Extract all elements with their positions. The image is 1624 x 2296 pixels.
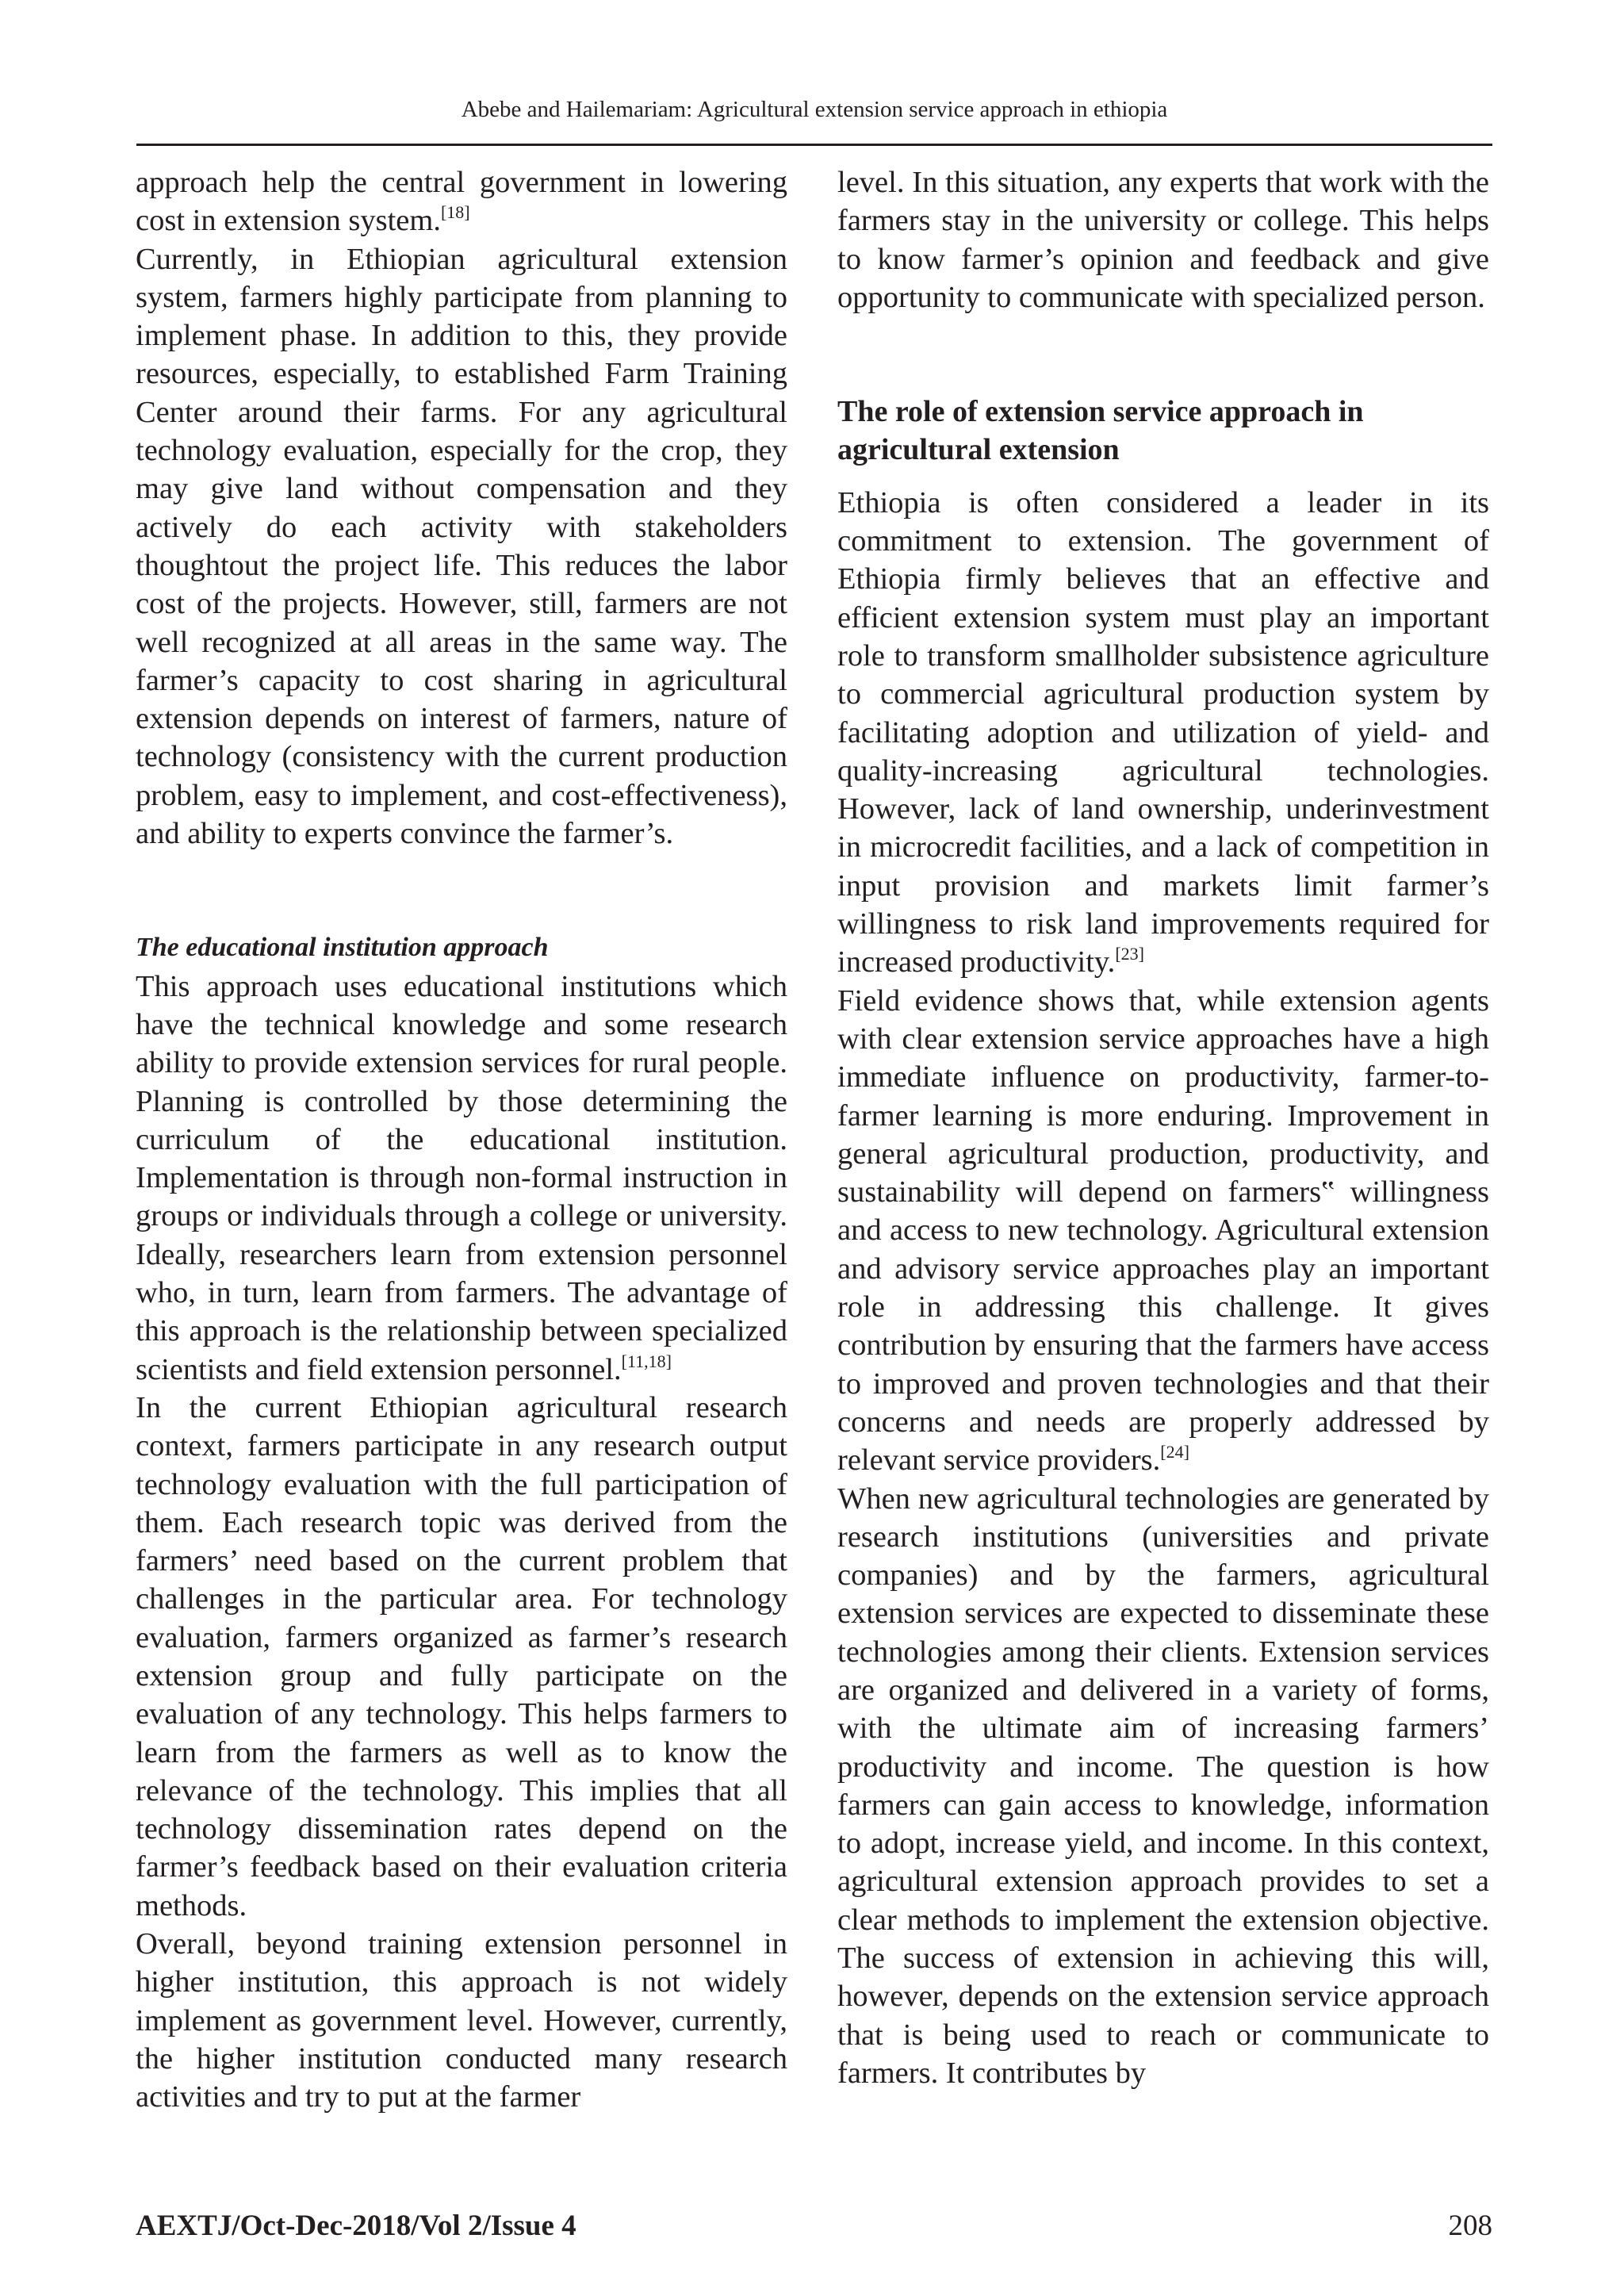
citation-ref: [23] [1115,944,1144,964]
section-heading-role [837,393,1489,470]
left-paragraph-1-text: approach help the central government in lowering cost in extension system. [136,166,787,238]
right-paragraph-3-text: Field evidence shows that, while extension agents with clear extension service approaches have a high immediate influence on productivity, farmer-to-farmer learning is more enduring. Improvement in general agricultural production, productivity, and sustainability will depend on farmers‟ willingness and access to new technology. Agricultural extension and advisory service approaches play an important role in addressing this challenge. It gives contribution by ensuring that the farmers have access to improved and proven technologies and that their concerns and needs are properly addressed by relevant service providers. [837,983,1489,1478]
section-heading-role-line-1: The role of extension service approach in [837,395,1364,429]
spacer [136,853,787,929]
right-paragraph-2 [837,484,1489,982]
left-paragraph-3-text: This approach uses educational institutions which have the technical knowledge and some research ability to provide extension services for rural people. Planning is controlled by those determining the curriculum of the educational institution. Implementation is through non-formal instruction in groups or individuals through a college or university. Ideally, researchers learn from extension personnel who, in turn, learn from farmers. The advantage of this approach is the relationship between specialized scientists and field extension personnel. [136,969,787,1386]
left-paragraph-3 [136,968,787,1389]
running-head: Abebe and Hailemariam: Agricultural extension service approach in ethiopia [461,97,1168,122]
left-paragraph-5: Overall, beyond training extension personnel in higher institution, this approach is not widely implement as government level. However, currently, the higher institution conducted many research activities and try to put at the farmer [136,1927,787,2114]
section-heading-role-line-2: agricultural extension [837,433,1120,467]
right-paragraph-1: level. In this situation, any experts that work with the farmers stay in the university or college. This helps to know farmer’s opinion and feedback and give opportunity to communicate with specialized person. [837,166,1489,314]
right-paragraph-4: When new agricultural technologies are generated by research institutions (universities and private companies) and by the farmers, agricultural extension services are expected to disseminate these technologies among their clients. Extension services are organized and delivered in a variety of forms, with the ultimate aim of increasing farmers’ productivity and income. The question is how farmers can gain access to knowledge, information to adopt, increase yield, and income. In this context, agricultural extension approach provides to set a clear methods to implement the extension objective. The success of extension in achieving this will, however, depends on the extension service approach that is being used to reach or communicate to farmers. It contributes by [837,1481,1489,2090]
left-column [136,163,787,2117]
citation-ref: [11,18] [621,1351,672,1371]
spacer [837,470,1489,484]
header-rule [136,144,1492,146]
right-paragraph-2-text: Ethiopia is often considered a leader in its commitment to extension. The government of Ethiopia firmly believes that an effective and efficient extension system must play an important role to transform smallholder subsistence agriculture to commercial agricultural production system by facilitating adoption and utilization of yield- and quality-increasing agricultural technologies. However, lack of land ownership, underinvestment in microcredit facilities, and a lack of competition in input provision and markets limit farmer’s willingness to risk land improvements required for increased productivity. [837,485,1489,979]
citation-ref: [24] [1160,1442,1189,1462]
footer-page-number: 208 [1448,2210,1492,2242]
citation-ref: [18] [440,202,470,223]
right-paragraph-3 [837,982,1489,1480]
left-paragraph-1 [136,163,787,240]
right-column [837,163,1489,2092]
section-heading-educational: The educational institution approach [136,933,549,963]
footer-journal-issue: AEXTJ/Oct-Dec-2018/Vol 2/Issue 4 [136,2210,576,2242]
left-paragraph-2: Currently, in Ethiopian agricultural extension system, farmers highly participate from planning to implement phase. In addition to this, they provide resources, especially, to established Farm Training Center around their farms. For any agricultural technology evaluation, especially for the crop, they may give land without compensation and they actively do each activity with stakeholders thoughtout the project life. This reduces the labor cost of the projects. However, still, farmers are not well recognized at all areas in the same way. The farmer’s capacity to cost sharing in agricultural extension depends on interest of farmers, nature of technology (consistency with the current production problem, easy to implement, and cost-effectiveness), and ability to experts convince the farmer’s. [136,242,787,851]
left-paragraph-4: In the current Ethiopian agricultural research context, farmers participate in any research output technology evaluation with the full participation of them. Each research topic was derived from the farmers’ need based on the current problem that challenges in the particular area. For technology evaluation, farmers organized as farmer’s research extension group and fully participate on the evaluation of any technology. This helps farmers to learn from the farmers as well as to know the relevance of the technology. This implies that all technology dissemination rates depend on the farmer’s feedback based on their evaluation criteria methods. [136,1390,787,1922]
spacer [837,316,1489,393]
